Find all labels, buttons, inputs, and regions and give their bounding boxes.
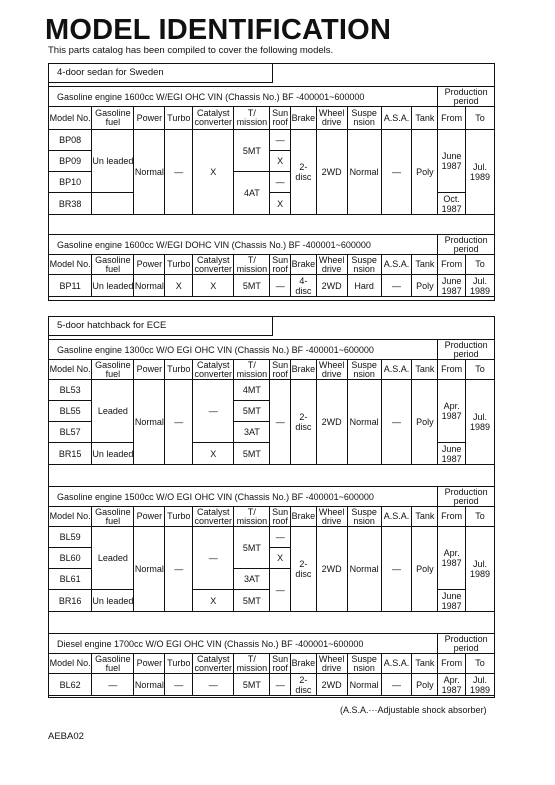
col-catalyst: Catalyst converter bbox=[194, 254, 233, 274]
section-1600-dohc bbox=[48, 234, 495, 297]
col-catalyst: Catalyst converter bbox=[194, 653, 233, 673]
page-title: MODEL IDENTIFICATION bbox=[45, 14, 392, 46]
power-cell: Normal bbox=[134, 674, 165, 696]
to-cell: Jul. 1989 bbox=[466, 130, 495, 215]
col-brake: Brake bbox=[290, 654, 316, 674]
model-number: BP10 bbox=[49, 172, 92, 193]
col-fuel: Gasoline fuel bbox=[92, 255, 134, 275]
from-cell: June 1987 bbox=[438, 275, 466, 297]
from-cell: Apr. 1987 bbox=[438, 527, 466, 590]
wheel-cell: 2WD bbox=[316, 130, 347, 215]
from-cell: Apr. 1987 bbox=[438, 674, 466, 696]
engine-label: Gasoline engine 1500cc W/O EGI OHC VIN (Chassis No.) BF -400001~600000 bbox=[49, 487, 438, 507]
catalyst-cell: — bbox=[193, 527, 234, 590]
model-number: BL61 bbox=[49, 569, 92, 590]
col-model: Model No. bbox=[49, 360, 92, 380]
col-turbo: Turbo bbox=[165, 360, 193, 380]
col-to: To bbox=[466, 507, 495, 527]
model-number: BR15 bbox=[49, 443, 92, 465]
to-cell: Jul. 1989 bbox=[466, 275, 495, 297]
col-fuel: Gasoline fuel bbox=[92, 360, 134, 380]
brake-cell: 2- disc bbox=[290, 674, 316, 696]
fuel-cell: Leaded bbox=[92, 380, 134, 443]
section-1700-diesel bbox=[48, 633, 495, 696]
col-wheel: Wheel drive bbox=[316, 654, 347, 674]
col-catalyst: Catalyst converter bbox=[193, 107, 234, 130]
col-suspension: Suspe nsion bbox=[347, 107, 381, 130]
col-sunroof: Sun roof bbox=[270, 107, 291, 130]
col-brake: Brake bbox=[290, 107, 316, 130]
tank-cell: Poly bbox=[412, 380, 438, 465]
col-mission: T/ mission bbox=[234, 507, 270, 527]
col-sunroof: Sun roof bbox=[270, 360, 291, 380]
power-cell: Normal bbox=[134, 130, 165, 215]
asa-cell: — bbox=[381, 380, 412, 465]
col-mission: T/ mission bbox=[234, 107, 270, 130]
mission-cell: 5MT bbox=[234, 275, 270, 297]
col-model: Model No. bbox=[49, 654, 92, 674]
asa-cell: — bbox=[381, 130, 412, 215]
power-cell: Normal bbox=[134, 275, 165, 297]
col-brake: Brake bbox=[290, 360, 316, 380]
turbo-cell: — bbox=[165, 527, 193, 612]
col-mission: T/ mission bbox=[234, 360, 270, 380]
col-to: To bbox=[466, 360, 495, 380]
col-asa: A.S.A. bbox=[381, 107, 412, 130]
col-tank: Tank bbox=[412, 360, 438, 380]
col-fuel: Gasoline fuel bbox=[92, 654, 134, 674]
model-number: BR16 bbox=[49, 590, 92, 612]
suspension-cell: Normal bbox=[347, 674, 381, 696]
model-number: BL60 bbox=[49, 548, 92, 569]
catalyst-cell: X bbox=[193, 590, 234, 612]
wheel-cell: 2WD bbox=[316, 380, 347, 465]
group-label: 4-door sedan for Sweden bbox=[49, 64, 273, 83]
production-header: Production period bbox=[438, 87, 495, 107]
col-asa: A.S.A. bbox=[381, 654, 412, 674]
mission-cell: 5MT bbox=[234, 401, 270, 422]
col-mission: T/ mission bbox=[234, 654, 270, 674]
column-header-row bbox=[49, 654, 495, 674]
from-cell: June 1987 bbox=[438, 590, 466, 612]
col-turbo: Turbo bbox=[165, 107, 193, 130]
suspension-cell: Normal bbox=[347, 527, 381, 612]
sunroof-cell: — bbox=[270, 172, 291, 193]
engine-label: Diesel engine 1700cc W/O EGI OHC VIN (Chassis No.) BF -400001~600000 bbox=[49, 634, 438, 654]
production-header: Production period bbox=[438, 634, 495, 654]
sunroof-cell: X bbox=[270, 151, 291, 172]
to-cell: Jul. 1989 bbox=[466, 380, 495, 465]
suspension-cell: Normal bbox=[347, 130, 381, 215]
column-header-row bbox=[49, 107, 495, 130]
sunroof-cell: X bbox=[270, 548, 291, 569]
sunroof-cell: — bbox=[270, 674, 291, 696]
asa-cell: — bbox=[381, 275, 412, 297]
suspension-cell: Hard bbox=[347, 275, 381, 297]
group-label: 5-door hatchback for ECE bbox=[49, 317, 273, 336]
column-header-row bbox=[49, 507, 495, 527]
col-power: Power bbox=[134, 360, 165, 380]
brake-cell: 2- disc bbox=[290, 130, 316, 215]
col-power: Power bbox=[134, 255, 165, 275]
tank-cell: Poly bbox=[412, 674, 438, 696]
col-wheel: Wheel drive bbox=[316, 255, 347, 275]
power-cell: Normal bbox=[134, 380, 165, 465]
catalyst-cell: — bbox=[193, 380, 234, 443]
col-asa: A.S.A. bbox=[381, 255, 412, 275]
from-cell: June 1987 bbox=[438, 443, 466, 465]
turbo-cell: — bbox=[165, 674, 193, 696]
mission-cell: 5MT bbox=[234, 674, 270, 696]
col-wheel: Wheel drive bbox=[316, 507, 347, 527]
sunroof-cell: — bbox=[270, 130, 291, 151]
col-from: From bbox=[438, 107, 466, 130]
table-row bbox=[49, 527, 495, 548]
mission-cell: 5MT bbox=[234, 527, 270, 569]
section-1300-ohc bbox=[48, 339, 495, 465]
tank-cell: Poly bbox=[412, 275, 438, 297]
col-model: Model No. bbox=[49, 507, 92, 527]
model-number: BL57 bbox=[49, 422, 92, 443]
fuel-cell: Un leaded bbox=[92, 130, 134, 193]
column-header-row bbox=[49, 360, 495, 380]
catalyst-cell: — bbox=[193, 674, 234, 696]
from-cell: June 1987 bbox=[438, 130, 466, 193]
col-mission: T/ mission bbox=[234, 255, 270, 275]
sunroof-cell: — bbox=[270, 275, 291, 297]
to-cell: Jul. 1989 bbox=[466, 527, 495, 612]
table-row bbox=[49, 130, 495, 151]
col-tank: Tank bbox=[412, 107, 438, 130]
turbo-cell: X bbox=[165, 275, 193, 297]
sunroof-cell: — bbox=[270, 569, 291, 612]
model-number: BL59 bbox=[49, 527, 92, 548]
brake-cell: 2- disc bbox=[290, 527, 316, 612]
model-number: BP11 bbox=[49, 275, 92, 297]
col-suspension: Suspe nsion bbox=[347, 507, 381, 527]
col-sunroof: Sun roof bbox=[270, 654, 291, 674]
turbo-cell: — bbox=[165, 130, 193, 215]
tank-cell: Poly bbox=[412, 130, 438, 215]
mission-cell: 3AT bbox=[234, 422, 270, 443]
model-number: BL53 bbox=[49, 380, 92, 401]
col-turbo: Turbo bbox=[165, 654, 193, 674]
col-power: Power bbox=[134, 654, 165, 674]
table-row bbox=[49, 275, 495, 297]
fuel-cell: Un leaded bbox=[92, 443, 134, 465]
col-asa: A.S.A. bbox=[381, 507, 412, 527]
to-cell: Jul. 1989 bbox=[466, 674, 495, 696]
col-to: To bbox=[466, 255, 495, 275]
col-brake: Brake bbox=[290, 507, 316, 527]
production-header: Production period bbox=[438, 235, 495, 255]
model-number: BR38 bbox=[49, 193, 92, 215]
column-header-row bbox=[49, 255, 495, 275]
col-fuel: Gasoline fuel bbox=[92, 507, 134, 527]
col-catalyst: Catalyst converter bbox=[194, 506, 233, 526]
fuel-cell: Un leaded bbox=[92, 275, 134, 297]
col-to: To bbox=[466, 107, 495, 130]
engine-label: Gasoline engine 1600cc W/EGI DOHC VIN (Chassis No.) BF -400001~600000 bbox=[49, 235, 438, 255]
sunroof-cell: X bbox=[270, 193, 291, 215]
wheel-cell: 2WD bbox=[316, 527, 347, 612]
col-turbo: Turbo bbox=[165, 255, 193, 275]
fuel-cell bbox=[92, 193, 134, 215]
asa-cell: — bbox=[381, 674, 412, 696]
model-number: BP08 bbox=[49, 130, 92, 151]
col-suspension: Suspe nsion bbox=[347, 654, 381, 674]
turbo-cell: — bbox=[165, 380, 193, 465]
col-catalyst: Catalyst converter bbox=[194, 359, 233, 379]
catalyst-cell: X bbox=[193, 275, 234, 297]
col-asa: A.S.A. bbox=[381, 360, 412, 380]
intro-text: This parts catalog has been compiled to cover the following models. bbox=[48, 45, 334, 56]
fuel-cell: Leaded bbox=[92, 527, 134, 590]
model-number: BP09 bbox=[49, 151, 92, 172]
col-tank: Tank bbox=[412, 654, 438, 674]
col-model: Model No. bbox=[49, 255, 92, 275]
mission-cell: 5MT bbox=[234, 443, 270, 465]
col-power: Power bbox=[134, 507, 165, 527]
production-header: Production period bbox=[438, 340, 495, 360]
brake-cell: 2- disc bbox=[290, 380, 316, 465]
col-from: From bbox=[438, 507, 466, 527]
col-wheel: Wheel drive bbox=[316, 107, 347, 130]
wheel-cell: 2WD bbox=[316, 275, 347, 297]
catalyst-cell: X bbox=[193, 443, 234, 465]
col-fuel: Gasoline fuel bbox=[92, 107, 134, 130]
mission-cell: 3AT bbox=[234, 569, 270, 590]
fuel-cell: — bbox=[92, 674, 134, 696]
suspension-cell: Normal bbox=[347, 380, 381, 465]
asa-footnote: (A.S.A.···Adjustable shock absorber) bbox=[340, 705, 487, 715]
from-cell: Apr. 1987 bbox=[438, 380, 466, 443]
brake-cell: 4- disc bbox=[290, 275, 316, 297]
mission-cell: 4AT bbox=[234, 172, 270, 215]
mission-cell: 5MT bbox=[234, 130, 270, 172]
power-cell: Normal bbox=[134, 527, 165, 612]
wheel-cell: 2WD bbox=[316, 674, 347, 696]
model-number: BL62 bbox=[49, 674, 92, 696]
engine-label: Gasoline engine 1300cc W/O EGI OHC VIN (Chassis No.) BF -400001~600000 bbox=[49, 340, 438, 360]
col-tank: Tank bbox=[412, 507, 438, 527]
col-model: Model No. bbox=[49, 107, 92, 130]
fuel-cell: Un leaded bbox=[92, 590, 134, 612]
col-to: To bbox=[466, 654, 495, 674]
col-sunroof: Sun roof bbox=[270, 507, 291, 527]
model-number: BL55 bbox=[49, 401, 92, 422]
tank-cell: Poly bbox=[412, 527, 438, 612]
table-row bbox=[49, 674, 495, 696]
col-power: Power bbox=[134, 107, 165, 130]
col-suspension: Suspe nsion bbox=[347, 255, 381, 275]
sunroof-cell: — bbox=[270, 380, 291, 465]
section-1600-ohc bbox=[48, 86, 495, 215]
col-turbo: Turbo bbox=[165, 507, 193, 527]
asa-cell: — bbox=[381, 527, 412, 612]
production-header: Production period bbox=[438, 487, 495, 507]
engine-label: Gasoline engine 1600cc W/EGI OHC VIN (Chassis No.) BF -400001~600000 bbox=[49, 87, 438, 107]
from-cell: Oct. 1987 bbox=[438, 193, 466, 215]
section-1500-ohc bbox=[48, 486, 495, 612]
col-from: From bbox=[438, 360, 466, 380]
col-sunroof: Sun roof bbox=[270, 255, 291, 275]
col-suspension: Suspe nsion bbox=[347, 360, 381, 380]
mission-cell: 5MT bbox=[234, 590, 270, 612]
col-wheel: Wheel drive bbox=[316, 360, 347, 380]
table-row bbox=[49, 380, 495, 401]
col-brake: Brake bbox=[290, 255, 316, 275]
sunroof-cell: — bbox=[270, 527, 291, 548]
catalyst-cell: X bbox=[193, 130, 234, 215]
col-from: From bbox=[438, 255, 466, 275]
col-from: From bbox=[438, 654, 466, 674]
document-code: AEBA02 bbox=[48, 731, 84, 742]
mission-cell: 4MT bbox=[234, 380, 270, 401]
col-tank: Tank bbox=[412, 255, 438, 275]
